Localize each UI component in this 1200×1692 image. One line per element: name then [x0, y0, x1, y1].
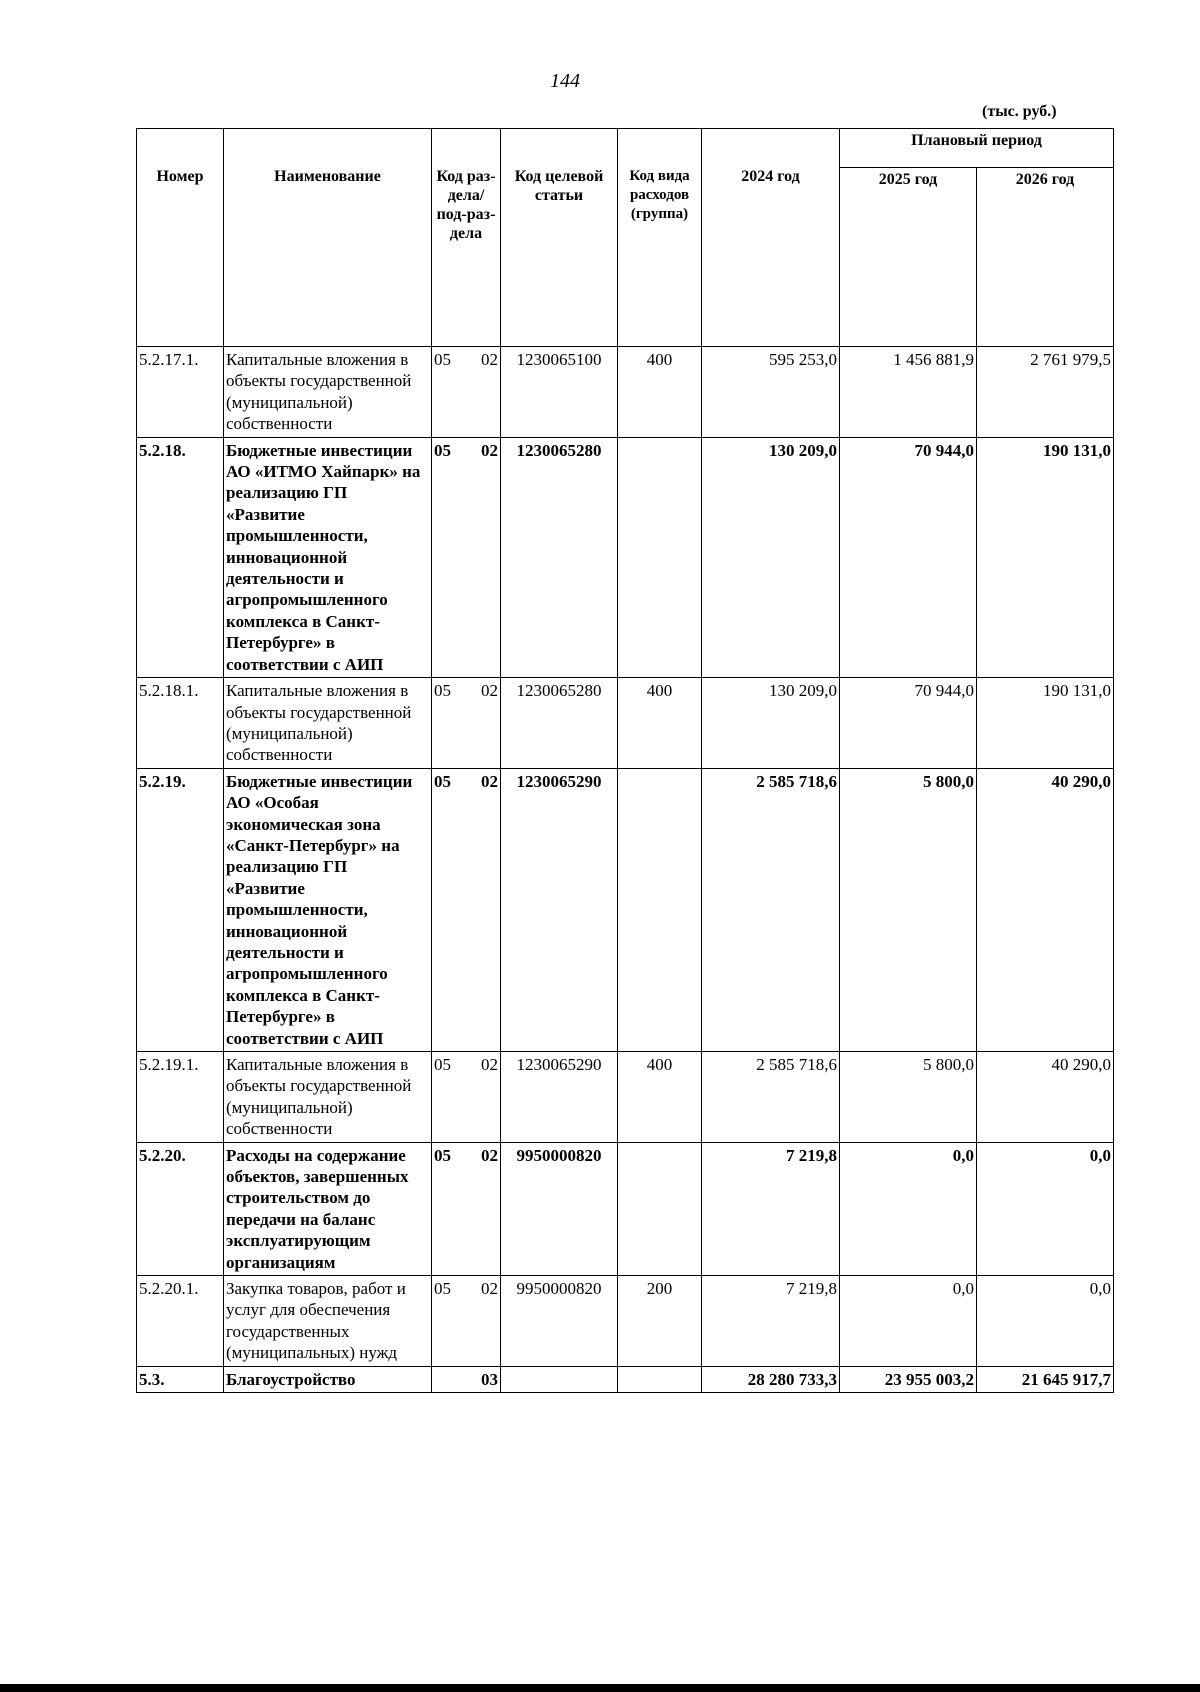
row-name: Благоустройство — [224, 1366, 432, 1392]
row-name: Расходы на содержание объектов, завершенных строительством до передачи на баланс эксплуатирующим организациям — [224, 1142, 432, 1275]
row-2025: 23 955 003,2 — [840, 1366, 977, 1392]
subsection-code: 02 — [481, 350, 498, 369]
row-target-code: 1230065290 — [501, 1052, 618, 1143]
header-expense-type: Код вида расходов (группа) — [618, 129, 702, 347]
row-2026: 0,0 — [977, 1276, 1114, 1367]
table-row — [137, 1052, 1114, 1143]
subsection-code: 02 — [481, 681, 498, 701]
row-section-code — [432, 1276, 501, 1367]
section-code: 05 — [434, 771, 451, 791]
row-2024: 7 219,8 — [702, 1276, 840, 1367]
row-2025: 5 800,0 — [840, 768, 977, 1051]
row-name: Бюджетные инвестиции АО «Особая экономическая зона «Санкт-Петербург» на реализацию ГП «Развитие промышленности, инновационной деятельности и агропромышленного комплекса в Санкт-Петербурге» в соответствии с АИП — [224, 768, 432, 1051]
row-expense-type: 400 — [618, 347, 702, 438]
header-year-2026: 2026 год — [977, 168, 1114, 347]
row-number: 5.2.17.1. — [137, 347, 224, 438]
row-expense-type: 400 — [618, 1052, 702, 1143]
units-label: (тыс. руб.) — [982, 103, 1057, 120]
row-2024: 130 209,0 — [702, 678, 840, 769]
row-number: 5.2.20. — [137, 1142, 224, 1275]
row-2024: 28 280 733,3 — [702, 1366, 840, 1392]
row-section-code — [432, 347, 501, 438]
section-code: 05 — [434, 1145, 451, 1165]
table-row — [137, 768, 1114, 1051]
row-target-code: 1230065290 — [501, 768, 618, 1051]
row-number: 5.2.19. — [137, 768, 224, 1051]
section-code: 05 — [434, 1279, 451, 1299]
row-2026: 2 761 979,5 — [977, 347, 1114, 438]
row-2026: 40 290,0 — [977, 768, 1114, 1051]
table-row — [137, 437, 1114, 677]
row-2025: 0,0 — [840, 1276, 977, 1367]
row-expense-type — [618, 437, 702, 677]
section-code: 05 — [434, 440, 451, 460]
row-name: Капитальные вложения в объекты государственной (муниципальной) собственности — [224, 678, 432, 769]
row-section-code — [432, 1052, 501, 1143]
row-2026: 190 131,0 — [977, 678, 1114, 769]
subsection-code: 02 — [481, 440, 498, 460]
header-section-code: Код раз-дела/ под-раз-дела — [432, 129, 501, 347]
table-row — [137, 1366, 1114, 1392]
row-2026: 40 290,0 — [977, 1052, 1114, 1143]
subsection-code: 02 — [481, 771, 498, 791]
subsection-code: 02 — [481, 1055, 498, 1074]
row-number: 5.2.18. — [137, 437, 224, 677]
row-expense-type: 200 — [618, 1276, 702, 1367]
row-expense-type — [618, 1366, 702, 1392]
header-year-2025: 2025 год — [840, 168, 977, 347]
table-row — [137, 1142, 1114, 1275]
row-2026: 190 131,0 — [977, 437, 1114, 677]
row-2026: 21 645 917,7 — [977, 1366, 1114, 1392]
row-2025: 0,0 — [840, 1142, 977, 1275]
table-row — [137, 347, 1114, 438]
header-year-2024: 2024 год — [702, 129, 840, 347]
section-code: 05 — [434, 1055, 451, 1074]
header-target-code: Код целевой статьи — [501, 129, 618, 347]
row-target-code — [501, 1366, 618, 1392]
row-2025: 70 944,0 — [840, 437, 977, 677]
row-2024: 2 585 718,6 — [702, 768, 840, 1051]
row-2024: 130 209,0 — [702, 437, 840, 677]
row-2025: 1 456 881,9 — [840, 347, 977, 438]
section-code: 05 — [434, 681, 451, 701]
row-expense-type — [618, 1142, 702, 1275]
row-section-code — [432, 1366, 501, 1392]
row-number: 5.3. — [137, 1366, 224, 1392]
row-number: 5.2.20.1. — [137, 1276, 224, 1367]
row-target-code: 9950000820 — [501, 1276, 618, 1367]
section-code: 05 — [434, 350, 451, 369]
row-2024: 7 219,8 — [702, 1142, 840, 1275]
row-name: Капитальные вложения в объекты государственной (муниципальной) собственности — [224, 1052, 432, 1143]
row-2024: 595 253,0 — [702, 347, 840, 438]
row-2026: 0,0 — [977, 1142, 1114, 1275]
subsection-code: 03 — [481, 1369, 498, 1389]
row-expense-type — [618, 768, 702, 1051]
subsection-code: 02 — [481, 1279, 498, 1299]
row-name: Закупка товаров, работ и услуг для обеспечения государственных (муниципальных) нужд — [224, 1276, 432, 1367]
row-section-code — [432, 678, 501, 769]
row-target-code: 1230065100 — [501, 347, 618, 438]
page-number: 144 — [550, 70, 580, 92]
header-planned-period: Плановый период — [840, 129, 1114, 168]
row-target-code: 9950000820 — [501, 1142, 618, 1275]
header-name: Наименование — [224, 129, 432, 347]
row-expense-type: 400 — [618, 678, 702, 769]
row-section-code — [432, 768, 501, 1051]
budget-table — [136, 128, 1114, 1393]
subsection-code: 02 — [481, 1145, 498, 1165]
row-target-code: 1230065280 — [501, 437, 618, 677]
row-number: 5.2.18.1. — [137, 678, 224, 769]
row-section-code — [432, 437, 501, 677]
header-number: Номер — [137, 129, 224, 347]
table-row — [137, 1276, 1114, 1367]
row-name: Бюджетные инвестиции АО «ИТМО Хайпарк» на реализацию ГП «Развитие промышленности, инновационной деятельности и агропромышленного комплекса в Санкт-Петербурге» в соответствии с АИП — [224, 437, 432, 677]
row-2025: 5 800,0 — [840, 1052, 977, 1143]
scan-bottom-edge — [0, 1684, 1200, 1692]
row-section-code — [432, 1142, 501, 1275]
row-2025: 70 944,0 — [840, 678, 977, 769]
table-row — [137, 678, 1114, 769]
row-2024: 2 585 718,6 — [702, 1052, 840, 1143]
row-name: Капитальные вложения в объекты государственной (муниципальной) собственности — [224, 347, 432, 438]
row-target-code: 1230065280 — [501, 678, 618, 769]
row-number: 5.2.19.1. — [137, 1052, 224, 1143]
